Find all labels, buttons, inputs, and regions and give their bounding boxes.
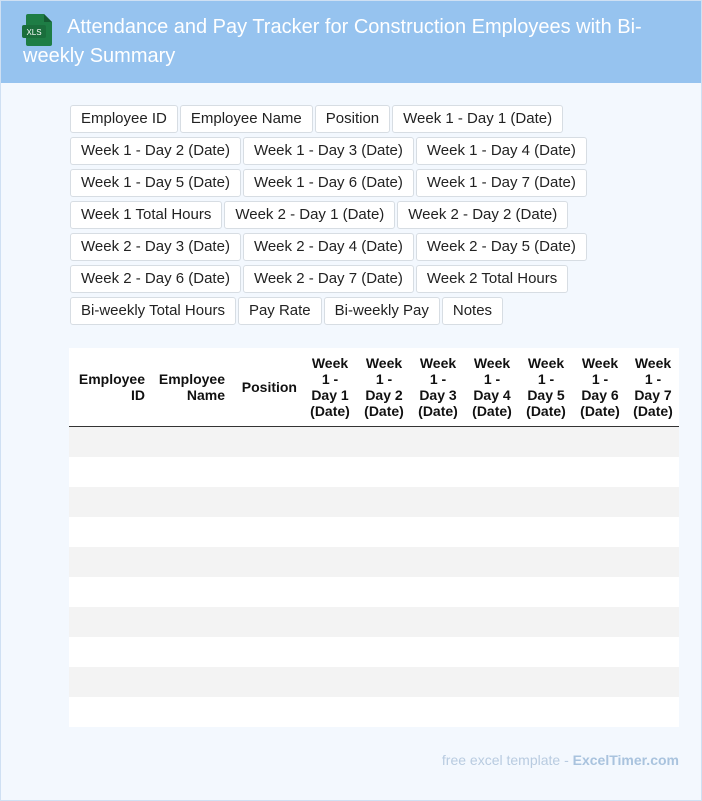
column-tag: Position [315, 105, 390, 133]
table-cell[interactable] [411, 697, 465, 727]
table-row [69, 637, 679, 667]
table-cell[interactable] [303, 637, 357, 667]
table-cell[interactable] [411, 667, 465, 697]
tracker-table [69, 348, 679, 727]
table-cell[interactable] [519, 607, 573, 637]
column-tag: Week 1 Total Hours [70, 201, 222, 229]
table-cell[interactable] [627, 547, 679, 577]
column-tag: Notes [442, 297, 503, 325]
table-cell[interactable] [151, 517, 231, 547]
column-tag: Week 1 - Day 3 (Date) [243, 137, 414, 165]
table-cell[interactable] [357, 667, 411, 697]
table-cell[interactable] [627, 667, 679, 697]
column-header: Week 1 - Day 6 (Date) [573, 348, 627, 427]
table-cell[interactable] [303, 697, 357, 727]
table-cell[interactable] [573, 637, 627, 667]
table-row [69, 697, 679, 727]
table-cell[interactable] [411, 547, 465, 577]
column-tag: Week 1 - Day 4 (Date) [416, 137, 587, 165]
column-tag: Employee Name [180, 105, 313, 133]
table-row [69, 517, 679, 547]
table-cell[interactable] [231, 487, 303, 517]
header-bar [1, 1, 701, 83]
column-header: Week 1 - Day 7 (Date) [627, 348, 679, 427]
column-tag: Week 2 - Day 2 (Date) [397, 201, 568, 229]
table-cell[interactable] [465, 547, 519, 577]
table-cell[interactable] [627, 637, 679, 667]
table-cell[interactable] [69, 637, 151, 667]
table-cell[interactable] [303, 547, 357, 577]
table-cell[interactable] [627, 577, 679, 607]
table-cell[interactable] [303, 517, 357, 547]
table-cell[interactable] [69, 457, 151, 487]
table-cell[interactable] [519, 517, 573, 547]
table-cell[interactable] [519, 427, 573, 458]
table-cell[interactable] [357, 697, 411, 727]
column-tag: Week 1 - Day 7 (Date) [416, 169, 587, 197]
table-cell[interactable] [151, 667, 231, 697]
column-tag: Week 1 - Day 2 (Date) [70, 137, 241, 165]
table-cell[interactable] [69, 427, 151, 458]
table-cell[interactable] [231, 547, 303, 577]
table-cell[interactable] [519, 487, 573, 517]
table-cell[interactable] [231, 517, 303, 547]
column-tag: Week 2 - Day 4 (Date) [243, 233, 414, 261]
column-tag: Week 2 - Day 3 (Date) [70, 233, 241, 261]
table-cell[interactable] [465, 607, 519, 637]
table-cell[interactable] [303, 577, 357, 607]
table-cell[interactable] [151, 547, 231, 577]
table-cell[interactable] [231, 667, 303, 697]
footer-credit [442, 752, 679, 768]
table-cell[interactable] [411, 577, 465, 607]
table-header-row [69, 348, 679, 427]
table-cell[interactable] [69, 577, 151, 607]
table-cell[interactable] [303, 427, 357, 458]
table-cell[interactable] [151, 427, 231, 458]
table-cell[interactable] [357, 547, 411, 577]
column-tag: Week 2 - Day 5 (Date) [416, 233, 587, 261]
column-header: Week 1 - Day 1 (Date) [303, 348, 357, 427]
table-cell[interactable] [69, 607, 151, 637]
table-cell[interactable] [357, 517, 411, 547]
table-cell[interactable] [573, 487, 627, 517]
table-cell[interactable] [303, 457, 357, 487]
table-cell[interactable] [151, 487, 231, 517]
table-cell[interactable] [411, 637, 465, 667]
table-cell[interactable] [465, 457, 519, 487]
table-cell[interactable] [151, 637, 231, 667]
column-tag: Bi-weekly Total Hours [70, 297, 236, 325]
table-cell[interactable] [627, 697, 679, 727]
table-cell[interactable] [69, 697, 151, 727]
table-cell[interactable] [69, 487, 151, 517]
table-cell[interactable] [573, 457, 627, 487]
table-cell[interactable] [465, 487, 519, 517]
table-cell[interactable] [573, 427, 627, 458]
tracker-table-container [69, 348, 679, 727]
table-cell[interactable] [465, 517, 519, 547]
table-cell[interactable] [231, 577, 303, 607]
table-cell[interactable] [411, 607, 465, 637]
column-header: Week 1 - Day 4 (Date) [465, 348, 519, 427]
table-cell[interactable] [357, 487, 411, 517]
table-cell[interactable] [519, 577, 573, 607]
column-tag: Bi-weekly Pay [324, 297, 440, 325]
column-tag: Week 2 - Day 7 (Date) [243, 265, 414, 293]
table-cell[interactable] [465, 427, 519, 458]
table-cell[interactable] [411, 487, 465, 517]
table-cell[interactable] [573, 607, 627, 637]
table-cell[interactable] [231, 607, 303, 637]
column-tag: Week 1 - Day 6 (Date) [243, 169, 414, 197]
column-header: Week 1 - Day 5 (Date) [519, 348, 573, 427]
table-row [69, 487, 679, 517]
table-cell[interactable] [627, 427, 679, 458]
column-tag: Employee ID [70, 105, 178, 133]
table-cell[interactable] [69, 667, 151, 697]
table-cell[interactable] [627, 487, 679, 517]
table-row [69, 607, 679, 637]
table-cell[interactable] [357, 607, 411, 637]
column-header: Employee ID [69, 348, 151, 427]
table-cell[interactable] [411, 517, 465, 547]
table-cell[interactable] [231, 457, 303, 487]
table-cell[interactable] [303, 487, 357, 517]
table-cell[interactable] [231, 637, 303, 667]
table-cell[interactable] [573, 577, 627, 607]
table-cell[interactable] [357, 637, 411, 667]
table-cell[interactable] [465, 637, 519, 667]
column-header: Employee Name [151, 348, 231, 427]
table-cell[interactable] [231, 697, 303, 727]
table-cell[interactable] [573, 697, 627, 727]
table-cell[interactable] [151, 577, 231, 607]
table-cell[interactable] [627, 457, 679, 487]
table-cell[interactable] [573, 517, 627, 547]
xls-icon-label: XLS [26, 28, 42, 37]
table-cell[interactable] [519, 547, 573, 577]
table-cell[interactable] [151, 697, 231, 727]
column-tag-list [70, 105, 590, 325]
column-tag: Week 1 - Day 5 (Date) [70, 169, 241, 197]
table-cell[interactable] [519, 697, 573, 727]
table-row [69, 427, 679, 458]
table-cell[interactable] [411, 427, 465, 458]
table-cell[interactable] [519, 637, 573, 667]
table-cell[interactable] [357, 457, 411, 487]
table-cell[interactable] [69, 517, 151, 547]
column-tag: Week 2 Total Hours [416, 265, 568, 293]
table-cell[interactable] [465, 697, 519, 727]
table-cell[interactable] [519, 667, 573, 697]
table-cell[interactable] [411, 457, 465, 487]
table-row [69, 667, 679, 697]
table-cell[interactable] [303, 667, 357, 697]
footer-text: free excel template - [441, 752, 573, 768]
column-tag: Week 2 - Day 6 (Date) [70, 265, 241, 293]
column-tag: Week 1 - Day 1 (Date) [392, 105, 563, 133]
table-row [69, 577, 679, 607]
table-cell[interactable] [151, 607, 231, 637]
column-tag: Week 2 - Day 1 (Date) [224, 201, 395, 229]
column-header: Position [231, 348, 303, 427]
table-cell[interactable] [69, 547, 151, 577]
column-header: Week 1 - Day 2 (Date) [357, 348, 411, 427]
table-cell[interactable] [151, 457, 231, 487]
footer-brand-link[interactable]: ExcelTimer.com [572, 752, 679, 768]
table-cell[interactable] [519, 457, 573, 487]
table-cell[interactable] [465, 667, 519, 697]
column-tag: Pay Rate [238, 297, 322, 325]
table-cell[interactable] [573, 547, 627, 577]
table-row [69, 547, 679, 577]
table-cell[interactable] [357, 427, 411, 458]
table-cell[interactable] [573, 667, 627, 697]
table-row [69, 457, 679, 487]
table-cell[interactable] [465, 577, 519, 607]
table-cell[interactable] [231, 427, 303, 458]
table-cell[interactable] [303, 607, 357, 637]
table-cell[interactable] [357, 577, 411, 607]
table-cell[interactable] [627, 607, 679, 637]
page-title: Attendance and Pay Tracker for Construction Employees with Bi-weekly Summary [23, 16, 642, 67]
table-cell[interactable] [627, 517, 679, 547]
column-header: Week 1 - Day 3 (Date) [411, 348, 465, 427]
